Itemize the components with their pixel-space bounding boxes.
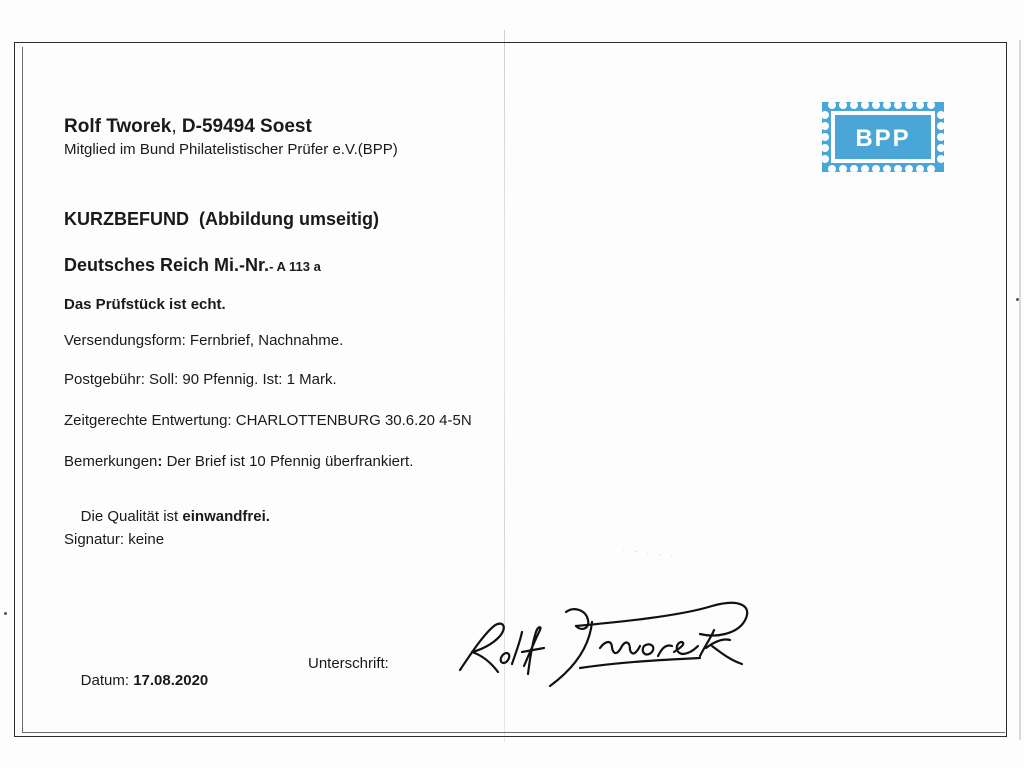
paper-speck (1016, 298, 1019, 301)
date-line (64, 655, 208, 706)
cancellation-line: Zeitgerechte Entwertung: CHARLOTTENBURG 30.6.20 4-5N (64, 412, 472, 429)
date-value: 17.08.2020 (133, 672, 209, 689)
faint-stamp-impression: · · · · · (621, 544, 678, 563)
remarks-line (64, 453, 413, 470)
handwritten-signature-icon (450, 582, 760, 697)
remarks-label: Bemerkungen (64, 453, 158, 470)
date-label: Datum: (80, 672, 134, 689)
signature-label: Unterschrift: (308, 655, 389, 672)
logo-text: BPP (855, 125, 911, 152)
stamp-logo-icon (822, 102, 944, 172)
catalog-line (64, 255, 321, 276)
examiner-location: D-59494 Soest (181, 116, 312, 137)
report-title: KURZBEFUND (Abbildung umseitig) (64, 209, 379, 229)
bpp-logo (822, 102, 944, 172)
catalog-number: - A 113 a (269, 259, 321, 274)
examiner-membership: Mitglied im Bund Philatelistischer Prüfer e.V.(BPP) (64, 141, 398, 158)
paper-speck (4, 612, 7, 615)
signature-status-line: Signatur: keine (64, 531, 165, 548)
catalog-label: Deutsches Reich Mi.-Nr. (64, 255, 270, 275)
paper-edge (1019, 40, 1021, 740)
remarks-colon: : (157, 453, 163, 470)
quality-value: einwandfrei. (182, 508, 270, 525)
remarks-text: Der Brief ist 10 Pfennig überfrankiert. (162, 453, 414, 470)
quality-label: Die Qualität ist (80, 508, 183, 525)
verdict-line: Das Prüfstück ist echt. (64, 296, 226, 313)
shipping-line: Versendungsform: Fernbrief, Nachnahme. (64, 332, 344, 349)
examiner-separator: , (171, 116, 177, 137)
examiner-heading (64, 116, 312, 138)
postage-line: Postgebühr: Soll: 90 Pfennig. Ist: 1 Mark. (64, 371, 337, 388)
examiner-name: Rolf Tworek (64, 116, 172, 137)
